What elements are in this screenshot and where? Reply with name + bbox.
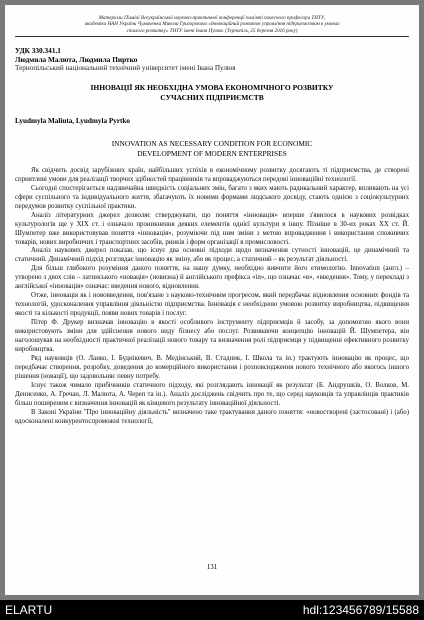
conference-header-line: Матеріали ІТиміої Всеукраїнської науково-практичної конференції пам'яті почесного професора ТНТУ,	[98, 15, 326, 21]
body-paragraph: В Законі України "Про інноваційну діяльність" визначено таке трактування даного поняття: «новостворені (застосовані) і (або) вдосконалені конкурентоспроможні технології,	[15, 408, 409, 425]
body-paragraph: Існує також чимало прибічників статичного підходу, які розглядають інновації як результат (Б. Андрушків, О. Волков, М. Денисенко, А. Гречан, Л. Малюта, А. Череп та ін.). Аналіз досліджень свідчить про те, що серед науковців та управлінців практиків більш поширеним є визначення інновацій як кінцевого результату інноваційної діяльності.	[15, 381, 409, 407]
authors-en: Lyudmyla Maliuta, Lyudmyla Pyrtko	[15, 116, 131, 125]
page-content	[15, 5, 409, 427]
conference-header-line: сталого розвитку» ТНТУ імені Івана Пулюя. (Тернопіль, 25 березня 2016 року)	[126, 27, 298, 34]
body-paragraph: Пітер Ф. Друкер визначав інновацію в якості особливого інструменту підприємців й засобу, за допомогою якого вони використовують зміни для здійснення нового виду бізнесу або послуг. Розвиваючи концепцію інновацій Й. Шумпетера, він наголошував на необхідності практичної реалізації нового товару та визначення ролі підприємця у підвищенні ефективного розвитку виробництва.	[15, 319, 409, 353]
affiliation: Тернопільський національний технічний університет імені Івана Пулюя	[15, 63, 236, 72]
title-en	[15, 139, 409, 159]
article-body	[15, 167, 409, 427]
authors-ua: Людмила Малюта, Людмила Пиртко	[15, 54, 138, 64]
document-page	[5, 5, 419, 595]
title-ua-line: СУЧАСНИХ ПІДПРИЄМСТВ	[160, 92, 264, 102]
header-divider	[15, 36, 409, 37]
title-en-line: DEVELOPMENT OF MODERN ENTERPRISES	[137, 148, 287, 158]
body-paragraph: Для більш глибокого розуміння даного поняття, на нашу думку, необхідно вивчити його етимологію. Innovation (англ.) – утворено з двох слів – латинського «новація» (новизна) й англійського префікса «in», що означає «в», «введення». Тому, у перекладі з англійської «інновація» означає: введення нового, відновлення.	[15, 265, 409, 291]
title-ua	[15, 83, 409, 103]
body-paragraph: Аналіз літературних джерел дозволяє стверджувати, що поняття «інновація» вперше з'явилося в наукових розвідках культурологів ще у XIX ст. і означало проникнення деяких елементів однієї культури в іншу. Пізніше в 30-их роках ХХ ст. Й. Шумпетер вже використовував поняття «інновація», розуміючи під ним зміни з метою впровадження і використання споживчих товарів, нових виробничих і транспортних засобів, ринків і форм організації в промисловості.	[15, 211, 409, 246]
body-paragraph: Сьогодні спостерігається надзвичайна швидкість соціальних змін, багато з яких мають радикальний характер, впливають на усі сфери суспільного та індивідуального життя, збагачують їх новими формами людського досвіду, стають однією з соціокультурних передумов розвитку суспільної практики.	[15, 184, 409, 210]
title-ua-line: ІННОВАЦІЇ ЯК НЕОБХІДНА УМОВА ЕКОНОМІЧНОГО РОЗВИТКУ	[90, 82, 334, 92]
body-paragraph: Як свідчить досвід зарубіжних країн, найбільших успіхів в економічному розвитку досягають ті підприємства, де створені сприятливі умови для реалізації творчих здібностей працівників та впроваджуються передові інноваційні технології.	[15, 166, 409, 183]
page-number: 131	[206, 563, 218, 571]
handle-identifier: hdl:123456789/15588	[302, 603, 419, 617]
watermark-bar	[0, 600, 424, 620]
body-paragraph: Отже, інновація як і нововведення, пов'язане з науково-технічним прогресом, який передбачає відновлення основних фондів та технологій, удосконалення управління діяльністю підприємства. Інновація є необхідною умовою розвитку виробництва, підвищення якості та кількості продукції, появи нових товарів і послуг.	[15, 292, 409, 318]
repository-label: ELARTU	[5, 603, 53, 617]
udc-code: УДК 330.341.1	[15, 45, 61, 55]
body-paragraph: Аналіз наукових джерел показав, що існує два основні підходи щодо визначення сутності інновацій, це динамічний та статичний. Динамічний підхід розглядає інновацію як зміну, або як процес, а статичний – як результат діяльності.	[15, 247, 409, 264]
body-paragraph: Ряд науковців (О. Ланко, І. Буднікевич, В. Медінський, В. Стадник, І. Школа та ін.) трактують інновацію як процес, що передбачає створення, розробку, доведення до комерційного використання і розповсюдження нового технічного або якогось іншого рішення (новації), що задовольняє певну потребу.	[15, 354, 409, 380]
title-en-line: INNOVATION AS NECESSARY CONDITION FOR ECONOMIC	[111, 138, 313, 148]
conference-header	[15, 15, 409, 34]
conference-header-line: академіка НАН України Чумаченка Миколи Григоровича «Інноваційний розвиток управління підприємством в умовах	[84, 21, 340, 28]
